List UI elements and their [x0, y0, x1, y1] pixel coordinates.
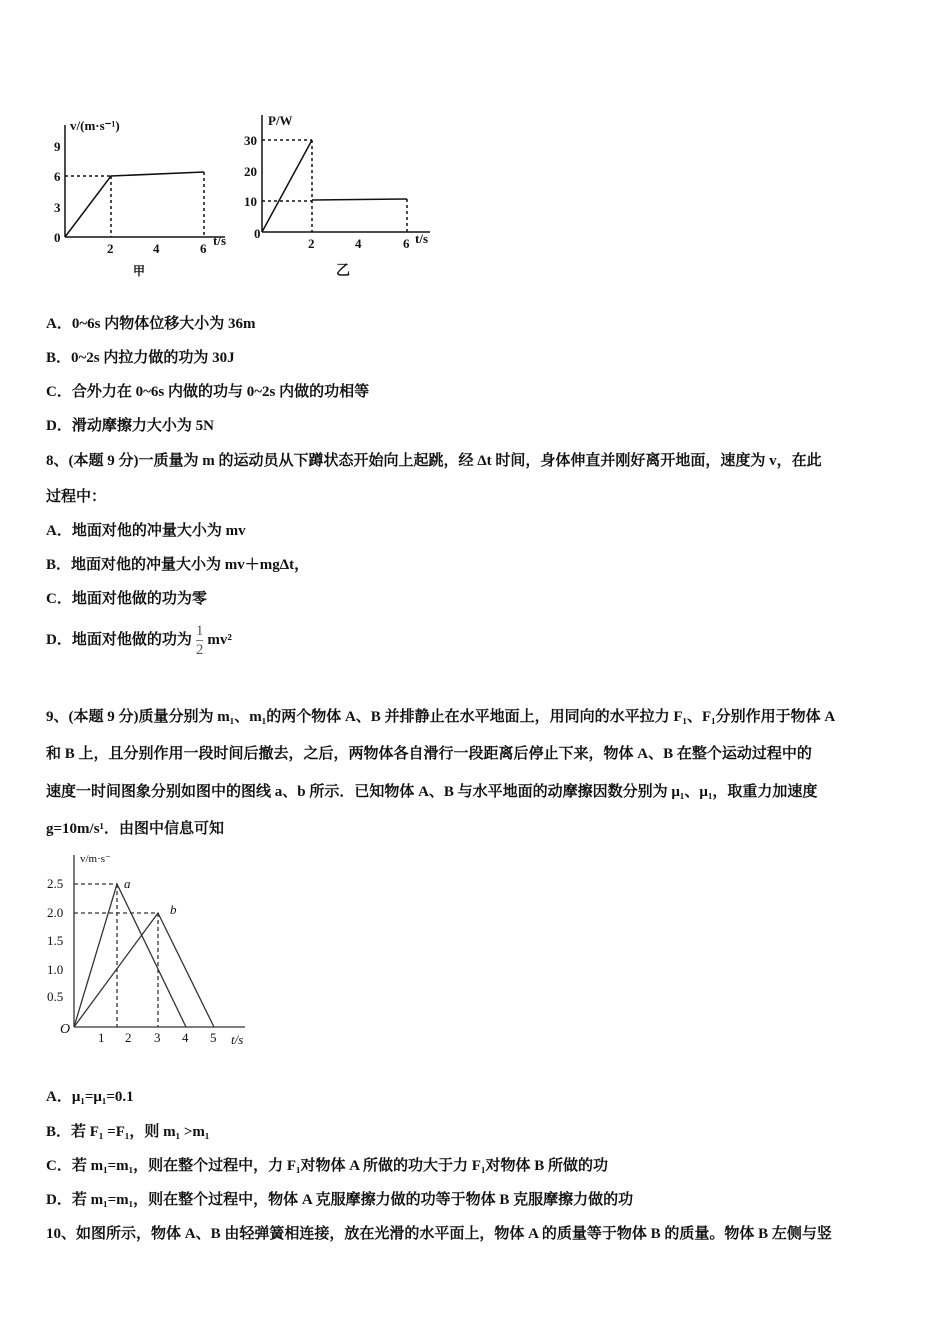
x-tick: 4	[153, 241, 160, 256]
x-tick: 3	[154, 1030, 161, 1045]
q9-option-a: A．μ₁=μ₁=0.1	[46, 1089, 134, 1105]
y-axis-label: P/W	[268, 113, 293, 128]
q8-option-d-suffix: mv²	[207, 631, 232, 648]
q9-stem-line1: 9、(本题 9 分)质量分别为 m₁、m₁的两个物体 A、B 并排静止在水平地面上，用同向的水平拉力 F₁、F₁分别作用于物体 A	[46, 709, 836, 725]
denominator: 2	[195, 642, 204, 658]
q8-option-c: C．地面对他做的功为零	[46, 591, 207, 607]
q8-option-a: A．地面对他的冲量大小为 mv	[46, 523, 246, 539]
q9-option-c: C．若 m₁=m₁，则在整个过程中，力 F₁对物体 A 所做的功大于力 F₁对物体 B 所做的功	[46, 1158, 608, 1174]
q7-option-a: A．0~6s 内物体位移大小为 36m	[46, 316, 256, 332]
origin-label: O	[60, 1022, 71, 1037]
y-tick: 1.0	[47, 962, 64, 977]
y-tick: 2.5	[47, 876, 64, 891]
y-tick: 30	[244, 133, 257, 148]
line-a-label: a	[124, 876, 131, 891]
q9-option-b: B．若 F₁ =F₁，则 m₁ >m₁	[46, 1124, 210, 1140]
y-tick: 1.5	[47, 933, 64, 948]
x-tick: 2	[125, 1030, 132, 1045]
x-tick: 4	[355, 236, 362, 251]
q7-option-b: B．0~2s 内拉力做的功为 30J	[46, 350, 235, 366]
q7-option-c: C．合外力在 0~6s 内做的功与 0~2s 内做的功相等	[46, 384, 370, 400]
y-tick: 9	[54, 139, 61, 154]
x-tick: 5	[210, 1030, 217, 1045]
y-tick: 3	[54, 200, 61, 215]
y-tick: 2.0	[47, 905, 64, 920]
x-axis-label: t/s	[213, 233, 226, 248]
line-b-label: b	[170, 902, 177, 917]
x-tick: 4	[182, 1030, 189, 1045]
x-axis-label: t/s	[415, 231, 428, 246]
q8-stem-cont: 过程中：	[46, 489, 107, 505]
q9-stem-line3: 速度一时间图象分别如图中的图线 a、b 所示．已知物体 A、B 与水平地面的动摩擦因数分别为 μ₁、μ₁，取重力加速度	[46, 784, 818, 800]
y-tick: 20	[244, 164, 257, 179]
x-tick: 2	[308, 236, 315, 251]
x-tick: 6	[403, 236, 410, 251]
numerator: 1	[195, 623, 204, 639]
x-tick: 1	[98, 1030, 105, 1045]
y-tick: 0.5	[47, 989, 64, 1004]
q8-stem: 8、(本题 9 分)一质量为 m 的运动员从下蹲状态开始向上起跳，经 Δt 时间，身体伸直并刚好离开地面，速度为 v，在此	[46, 453, 822, 469]
y-axis-label: v/(m·s⁻¹)	[70, 118, 120, 133]
q9-option-d: D．若 m₁=m₁，则在整个过程中，物体 A 克服摩擦力做的功等于物体 B 克服摩擦力做的功	[46, 1192, 634, 1208]
y-axis-label: v/m·s⁻	[80, 853, 111, 865]
y-tick: 10	[244, 194, 257, 209]
x-tick: 6	[200, 241, 207, 256]
y-tick: 6	[54, 169, 61, 184]
q8-option-b: B．地面对他的冲量大小为 mv＋mgΔt，	[46, 557, 310, 573]
q9-stem-line2: 和 B 上，且分别作用一段时间后撤去，之后，两物体各自滑行一段距离后停止下来，物体 A、B 在整个运动过程中的	[46, 746, 812, 762]
figure-caption: 乙	[336, 264, 350, 279]
x-axis-label: t/s	[231, 1032, 244, 1047]
q8-option-d-prefix: D．地面对他做的功为	[46, 631, 192, 648]
y-tick: 0	[54, 230, 61, 245]
x-tick: 2	[107, 241, 114, 256]
line-b	[74, 913, 214, 1027]
figure-caption: 甲	[133, 264, 146, 278]
q9-stem-line4: g=10m/s¹．由图中信息可知	[46, 821, 225, 837]
q7-option-d: D．滑动摩擦力大小为 5N	[46, 418, 214, 434]
q10-stem: 10、如图所示，物体 A、B 由轻弹簧相连接，放在光滑的水平面上，物体 A 的质量等于物体 B 的质量。物体 B 左侧与竖	[46, 1226, 832, 1242]
y-tick: 0	[254, 226, 261, 241]
